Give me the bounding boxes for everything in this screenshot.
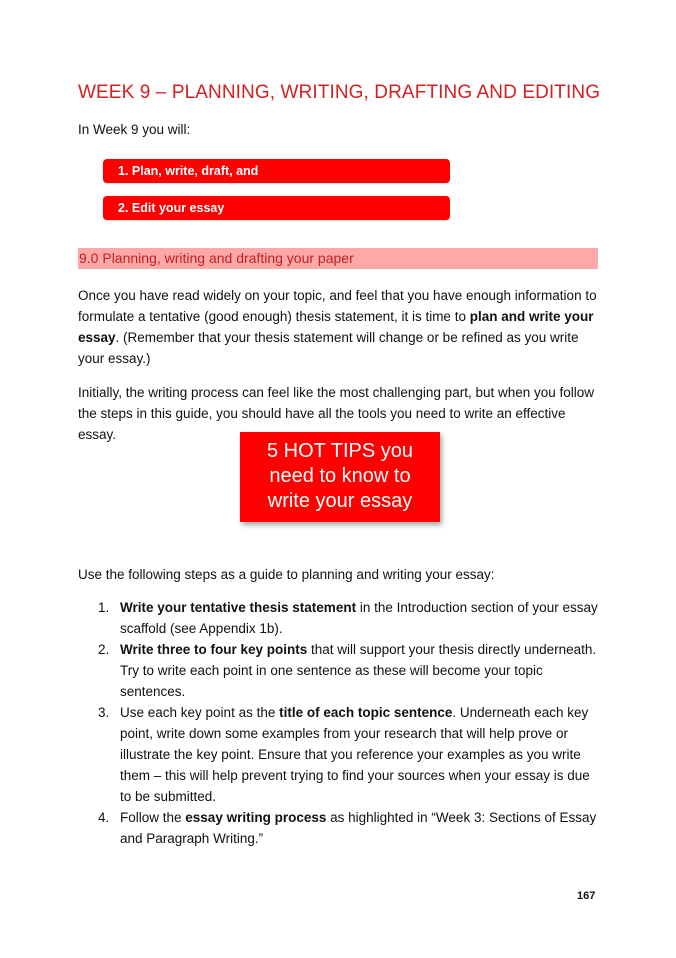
objective-2: 2. Edit your essay	[103, 196, 450, 220]
list-item	[78, 807, 598, 849]
list-item	[78, 702, 598, 807]
page-title: WEEK 9 – PLANNING, WRITING, DRAFTING AND EDITING	[78, 82, 601, 103]
paragraph-3: Use the following steps as a guide to planning and writing your essay:	[78, 567, 495, 582]
list-item	[78, 597, 598, 639]
list-number: 2.	[98, 642, 110, 657]
list-text-bold: essay writing process	[185, 810, 327, 825]
hot-tips-line-2: need to know to	[269, 465, 411, 487]
objective-1: 1. Plan, write, draft, and	[103, 159, 450, 183]
list-number: 4.	[98, 810, 110, 825]
list-text-post: that will support your thesis directly underneath. Try to write each point in one sentence as these will become your topic sentences.	[120, 642, 597, 699]
list-text-bold: Write three to four key points	[120, 642, 308, 657]
list-item	[78, 639, 598, 702]
section-heading: 9.0 Planning, writing and drafting your paper	[78, 248, 598, 269]
list-text-post: in the Introduction section of your essay scaffold (see Appendix 1b).	[120, 600, 598, 636]
page-number: 167	[577, 890, 596, 902]
list-number: 1.	[98, 600, 110, 615]
paragraph-1-bold: plan and write your essay	[78, 309, 594, 345]
paragraph-1	[78, 285, 598, 369]
list-text-pre: Use each key point as the	[120, 705, 280, 720]
paragraph-2: Initially, the writing process can feel like the most challenging part, but when you follow the steps in this guide, you should have all the tools you need to write an effective essay.	[78, 385, 595, 442]
list-text-bold: Write your tentative thesis statement	[120, 600, 357, 615]
hot-tips-banner[interactable]	[240, 432, 440, 522]
steps-list	[78, 597, 598, 849]
paragraph-1-text-a: Once you have read widely on your topic, and feel that you have enough information to formulate a tentative (good enough) thesis statement, it is time to	[78, 288, 597, 324]
list-text-bold: title of each topic sentence	[279, 705, 453, 720]
list-text-post: as highlighted in “Week 3: Sections of Essay and Paragraph Writing.”	[120, 810, 597, 846]
intro-text: In Week 9 you will:	[78, 122, 191, 137]
paragraph-1-text-c: . (Remember that your thesis statement will change or be refined as you write your essay.)	[78, 330, 579, 366]
list-number: 3.	[98, 705, 110, 720]
list-text-post: . Underneath each key point, write down some examples from your research that will help prove or illustrate the key point. Ensure that you reference your examples as you write them – this will help prevent trying to find your sources when your essay is due to be submitted.	[120, 705, 590, 804]
list-text-pre: Follow the	[120, 810, 186, 825]
hot-tips-line-1: 5 HOT TIPS you	[267, 440, 413, 462]
hot-tips-line-3: write your essay	[267, 490, 413, 512]
